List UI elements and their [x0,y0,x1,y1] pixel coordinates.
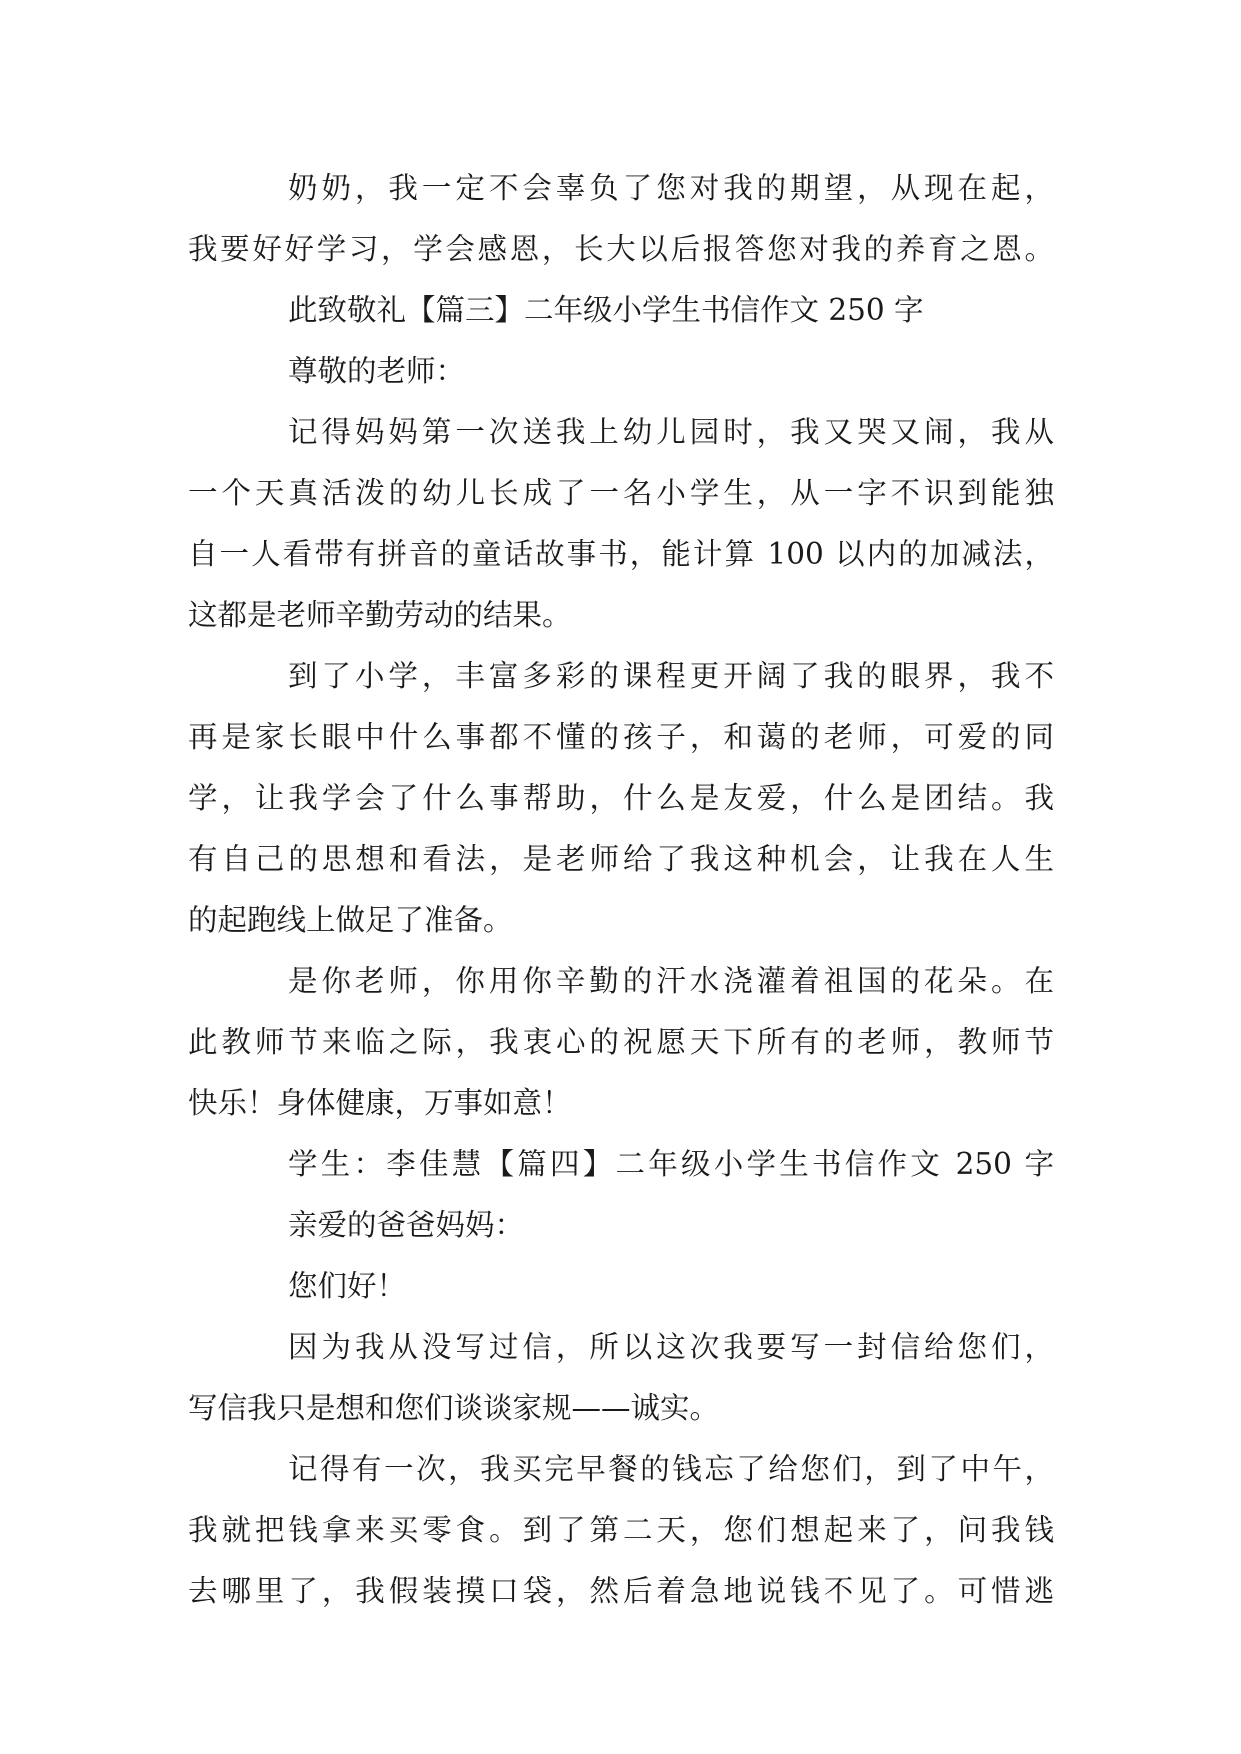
text-line: 此致敬礼【篇三】二年级小学生书信作文 250 字 [288,293,924,327]
text-line: 学生：李佳慧【篇四】二年级小学生书信作文 250 字 [288,1147,1054,1181]
text-line: 我要好好学习，学会感恩，长大以后报答您对我的养育之恩。 [188,232,1054,266]
text-line: 一个天真活泼的幼儿长成了一名小学生，从一字不识到能独 [188,476,1054,510]
text-line: 记得妈妈第一次送我上幼儿园时，我又哭又闹，我从 [288,415,1054,449]
text-line: 的起跑线上做足了准备。 [188,903,513,937]
text-line: 我就把钱拿来买零食。到了第二天，您们想起来了，问我钱 [188,1513,1054,1547]
document-page [188,158,1054,1622]
text-line: 有自己的思想和看法，是老师给了我这种机会，让我在人生 [188,842,1054,876]
text-line: 去哪里了，我假装摸口袋，然后着急地说钱不见了。可惜逃 [188,1574,1054,1608]
text-line: 再是家长眼中什么事都不懂的孩子，和蔼的老师，可爱的同 [188,720,1054,754]
text-line: 写信我只是想和您们谈谈家规——诚实。 [188,1391,720,1425]
text-line: 这都是老师辛勤劳动的结果。 [188,598,572,632]
text-line: 快乐！身体健康，万事如意！ [188,1086,572,1120]
text-line: 到了小学，丰富多彩的课程更开阔了我的眼界，我不 [288,659,1054,693]
text-line: 亲爱的爸爸妈妈： [288,1208,525,1242]
text-line: 奶奶，我一定不会辜负了您对我的期望，从现在起， [288,171,1054,205]
text-line: 您们好！ [288,1269,407,1303]
text-line: 此教师节来临之际，我衷心的祝愿天下所有的老师，教师节 [188,1025,1054,1059]
text-line: 自一人看带有拼音的童话故事书，能计算 100 以内的加减法， [188,537,1054,571]
text-line: 因为我从没写过信，所以这次我要写一封信给您们， [288,1330,1054,1364]
text-line: 学，让我学会了什么事帮助，什么是友爱，什么是团结。我 [188,781,1054,815]
text-line: 尊敬的老师： [288,354,466,388]
text-line: 是你老师，你用你辛勤的汗水浇灌着祖国的花朵。在 [288,964,1054,998]
text-line: 记得有一次，我买完早餐的钱忘了给您们，到了中午， [288,1452,1054,1486]
